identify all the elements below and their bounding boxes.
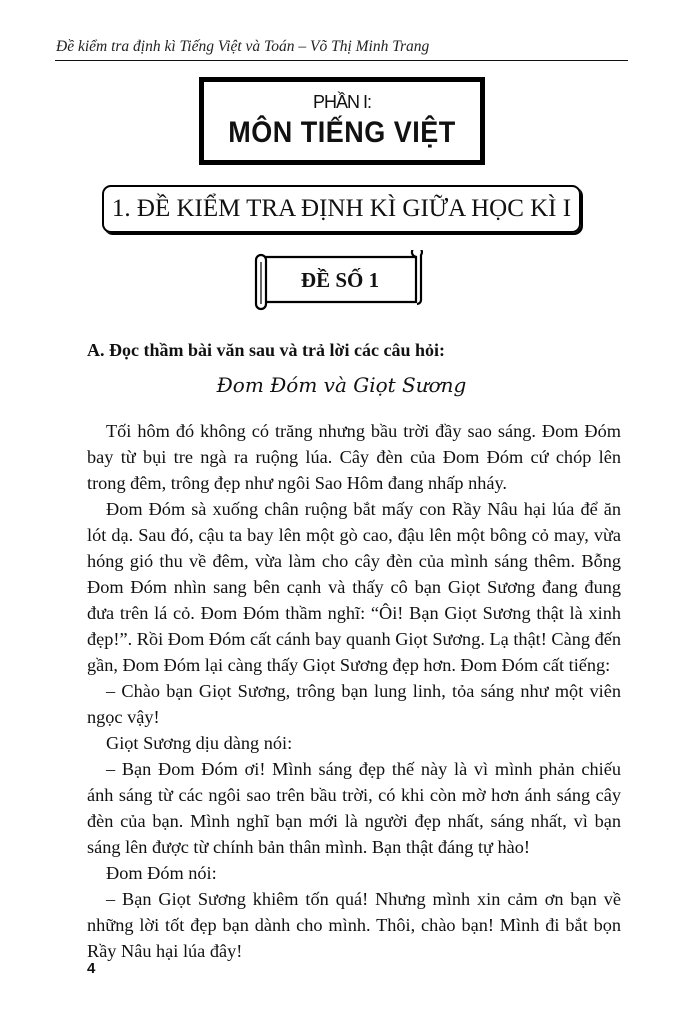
text-line: Tối hôm đó không có trăng nhưng bầu trời đầy sao sáng. Đom Đóm bbox=[106, 421, 621, 441]
text-line: – Bạn Giọt Sương khiêm tốn quá! Nhưng mình xin cảm ơn bạn về bbox=[106, 889, 621, 909]
text-line: Giọt Sương dịu dàng nói: bbox=[106, 733, 293, 753]
text-line: Đom Đóm sà xuống chân ruộng bắt mấy con Rầy Nâu hại lúa để ăn bbox=[106, 499, 621, 519]
story-title: Đom Đóm và Giọt Sương bbox=[216, 373, 467, 397]
subject-title: MÔN TIẾNG VIỆT bbox=[228, 115, 456, 149]
story-body bbox=[87, 418, 621, 964]
text-line: những lời tốt đẹp bạn dành cho mình. Thôi, chào bạn! Mình đi bắt bọn bbox=[87, 915, 621, 935]
paragraph bbox=[87, 496, 621, 678]
part-label: PHẦN I: bbox=[312, 92, 371, 112]
section-heading: 1. ĐỀ KIỂM TRA ĐỊNH KÌ GIỮA HỌC KÌ I bbox=[102, 185, 581, 233]
text-line: hóng gió thu về đêm, vừa làm cho cây đèn của mình sáng thêm. Bỗng bbox=[87, 551, 621, 571]
part-title-box bbox=[199, 77, 485, 165]
header-rule bbox=[55, 60, 628, 61]
text-line: gần, Đom Đóm lại càng thấy Giọt Sương đẹp hơn. Đom Đóm cất tiếng: bbox=[87, 655, 611, 675]
text-line: sáng lên được từ chính bản thân mình. Bạn thật đáng tự hào! bbox=[87, 837, 531, 857]
paragraph bbox=[87, 418, 621, 496]
text-line: lót dạ. Sau đó, cậu ta bay lên một gò cao, đậu lên một bông cỏ may, vừa bbox=[87, 525, 621, 545]
text-line: đèn của bạn. Mình nghĩ bạn mới là người đẹp nhất, sáng nhất, vì bạn bbox=[87, 811, 621, 831]
text-line: – Bạn Đom Đóm ơi! Mình sáng đẹp thế này là vì mình phản chiếu bbox=[106, 759, 621, 779]
text-line: ánh sáng từ các ngôi sao trên bầu trời, có khi còn mờ hơn ánh sáng cây bbox=[87, 785, 621, 805]
running-header: Đề kiểm tra định kì Tiếng Việt và Toán – Võ Thị Minh Trang bbox=[56, 38, 430, 55]
text-line: ngọc vậy! bbox=[87, 707, 160, 727]
paragraph bbox=[87, 678, 621, 730]
exam-scroll-banner bbox=[253, 250, 427, 312]
paragraph bbox=[87, 860, 621, 886]
text-line: đưa trên lá cỏ. Đom Đóm thầm nghĩ: “Ôi! Bạn Giọt Sương thật là xinh bbox=[87, 603, 621, 623]
page-number: 4 bbox=[87, 960, 96, 977]
text-line: bay từ bụi tre ngà ra ruộng lúa. Cây đèn của Đom Đóm cứ chóp lên bbox=[87, 447, 621, 467]
text-line: Đom Đóm nhìn sang bên cạnh và thấy cô bạn Giọt Sương đang đung bbox=[87, 577, 621, 597]
text-line: Rầy Nâu hại lúa đây! bbox=[87, 941, 243, 961]
text-line: Đom Đóm nói: bbox=[106, 863, 217, 883]
paragraph bbox=[87, 730, 621, 756]
exam-number-label: ĐỀ SỐ 1 bbox=[300, 268, 380, 292]
paragraph bbox=[87, 756, 621, 860]
text-line: trong đêm, trông đẹp như ngôi Sao Hôm đang nhấp nháy. bbox=[87, 473, 507, 493]
paragraph bbox=[87, 886, 621, 964]
reading-instruction: A. Đọc thầm bài văn sau và trả lời các câu hỏi: bbox=[87, 340, 445, 360]
text-line: đẹp!”. Rồi Đom Đóm cất cánh bay quanh Giọt Sương. Lạ thật! Càng đến bbox=[87, 629, 621, 649]
text-line: – Chào bạn Giọt Sương, trông bạn lung linh, tỏa sáng như một viên bbox=[106, 681, 621, 701]
